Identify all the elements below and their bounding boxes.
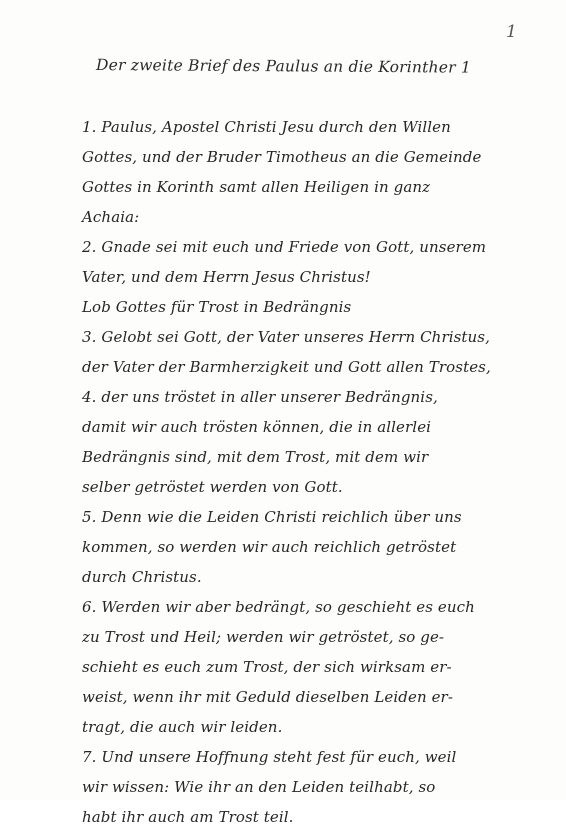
text-line: der Vater der Barmherzigkeit und Gott allen Trostes, bbox=[82, 358, 491, 376]
text-line: Vater, und dem Herrn Jesus Christus! bbox=[82, 268, 371, 286]
text-line: weist, wenn ihr mit Geduld dieselben Leiden er- bbox=[82, 688, 453, 706]
text-line: schieht es euch zum Trost, der sich wirksam er- bbox=[82, 658, 452, 676]
section-heading: Lob Gottes für Trost in Bedrängnis bbox=[82, 298, 352, 316]
text-line: kommen, so werden wir auch reichlich getröstet bbox=[82, 538, 457, 556]
letter-title: Der zweite Brief des Paulus an die Korinther 1 bbox=[95, 56, 471, 77]
text-line: Gottes in Korinth samt allen Heiligen in ganz bbox=[82, 178, 431, 196]
text-line: 1. Paulus, Apostel Christi Jesu durch den Willen bbox=[82, 118, 451, 136]
page-number: 1 bbox=[506, 22, 517, 42]
text-line: zu Trost und Heil; werden wir getröstet, so ge- bbox=[82, 628, 445, 646]
text-line: 2. Gnade sei mit euch und Friede von Gott, unserem bbox=[82, 238, 487, 256]
text-body bbox=[82, 112, 552, 832]
text-line: wir wissen: Wie ihr an den Leiden teilhabt, so bbox=[82, 778, 436, 796]
text-line: 5. Denn wie die Leiden Christi reichlich über uns bbox=[82, 508, 462, 526]
text-line: Achaia: bbox=[82, 208, 140, 226]
text-line: Gottes, und der Bruder Timotheus an die Gemeinde bbox=[82, 148, 482, 166]
text-line: damit wir auch trösten können, die in allerlei bbox=[82, 418, 432, 436]
text-line: 3. Gelobt sei Gott, der Vater unseres Herrn Christus, bbox=[82, 328, 490, 346]
text-line: Bedrängnis sind, mit dem Trost, mit dem wir bbox=[82, 448, 429, 466]
text-line: 7. Und unsere Hoffnung steht fest für euch, weil bbox=[82, 748, 457, 766]
text-line: 6. Werden wir aber bedrängt, so geschieht es euch bbox=[82, 598, 475, 616]
text-line: durch Christus. bbox=[82, 568, 202, 586]
text-line: selber getröstet werden von Gott. bbox=[82, 478, 343, 496]
text-line: tragt, die auch wir leiden. bbox=[82, 718, 283, 736]
text-line: habt ihr auch am Trost teil. bbox=[82, 808, 294, 826]
text-line: 4. der uns tröstet in aller unserer Bedrängnis, bbox=[82, 388, 438, 406]
